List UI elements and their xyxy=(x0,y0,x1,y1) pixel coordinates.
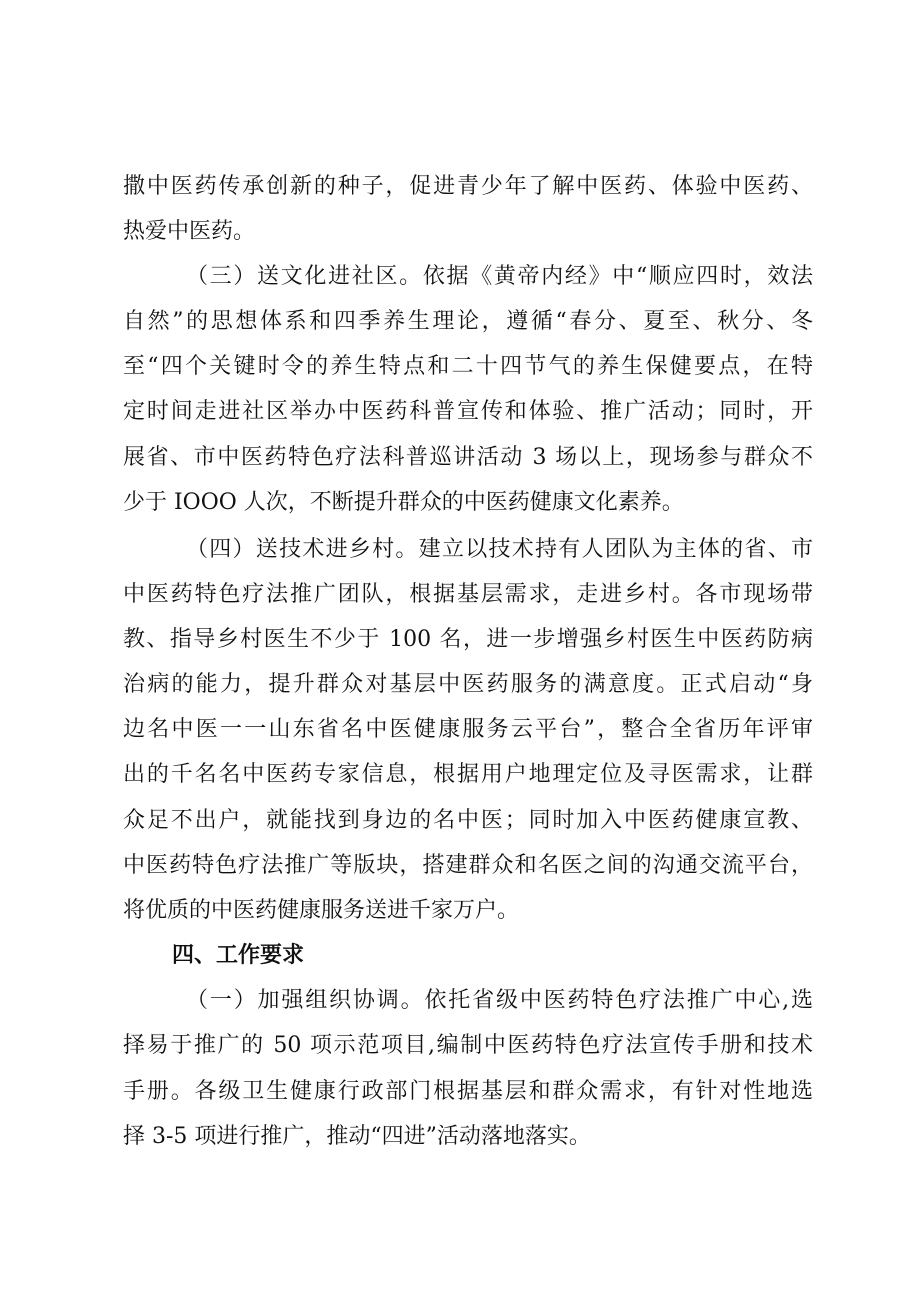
paragraph-line: 治病的能力，提升群众对基层中医药服务的满意度。正式启动“身 xyxy=(123,672,813,697)
paragraph-line: 少于 IOOO 人次，不断提升群众的中医药健康文化素养。 xyxy=(123,490,684,515)
paragraph-line: 自然”的思想体系和四季养生理论，遵循“春分、夏至、秋分、冬 xyxy=(123,309,813,334)
paragraph-line: 众足不出户，就能找到身边的名中医；同时加入中医药健康宣教、 xyxy=(123,808,813,833)
paragraph-line: 出的千名名中医药专家信息，根据用户地理定位及寻医需求，让群 xyxy=(123,762,813,787)
paragraph-line: 择易于推广的 50 项示范项目,编制中医药特色疗法宣传手册和技术 xyxy=(123,1033,813,1058)
paragraph-line: 撒中医药传承创新的种子，促进青少年了解中医药、体验中医药、 xyxy=(123,174,813,199)
paragraph-line: 展省、市中医药特色疗法科普巡讲活动 3 场以上，现场参与群众不 xyxy=(123,445,813,470)
paragraph-line: 边名中医一一山东省名中医健康服务云平台”，整合全省历年评审 xyxy=(123,717,813,742)
paragraph-line: 定时间走进社区举办中医药科普宣传和体验、推广活动；同时，开 xyxy=(123,399,813,424)
paragraph-line: 中医药特色疗法推广团队，根据基层需求，走进乡村。各市现场带 xyxy=(123,582,813,607)
paragraph-line: （三）送文化进社区。依据《黄帝内经》中“顺应四时，效法 xyxy=(186,264,813,289)
section-heading: 四、工作要求 xyxy=(172,943,305,968)
paragraph-line: 手册。各级卫生健康行政部门根据基层和群众需求，有针对性地选 xyxy=(123,1079,813,1104)
paragraph-line: （一）加强组织协调。依托省级中医药特色疗法推广中心,选 xyxy=(186,988,813,1013)
paragraph-line: 中医药特色疗法推广等版块，搭建群众和名医之间的沟通交流平台， xyxy=(123,853,813,878)
paragraph-line: 至“四个关键时令的养生特点和二十四节气的养生保健要点，在特 xyxy=(123,354,813,379)
paragraph-line: （四）送技术进乡村。建立以技术持有人团队为主体的省、市 xyxy=(186,537,813,562)
paragraph-line: 择 3-5 项进行推广，推动“四进”活动落地落实。 xyxy=(123,1124,591,1149)
paragraph-line: 将优质的中医药健康服务送进千家万户。 xyxy=(123,898,520,923)
paragraph-line: 热爱中医药。 xyxy=(123,219,256,244)
paragraph-line: 教、指导乡村医生不少于 100 名，进一步增强乡村医生中医药防病 xyxy=(123,627,813,652)
